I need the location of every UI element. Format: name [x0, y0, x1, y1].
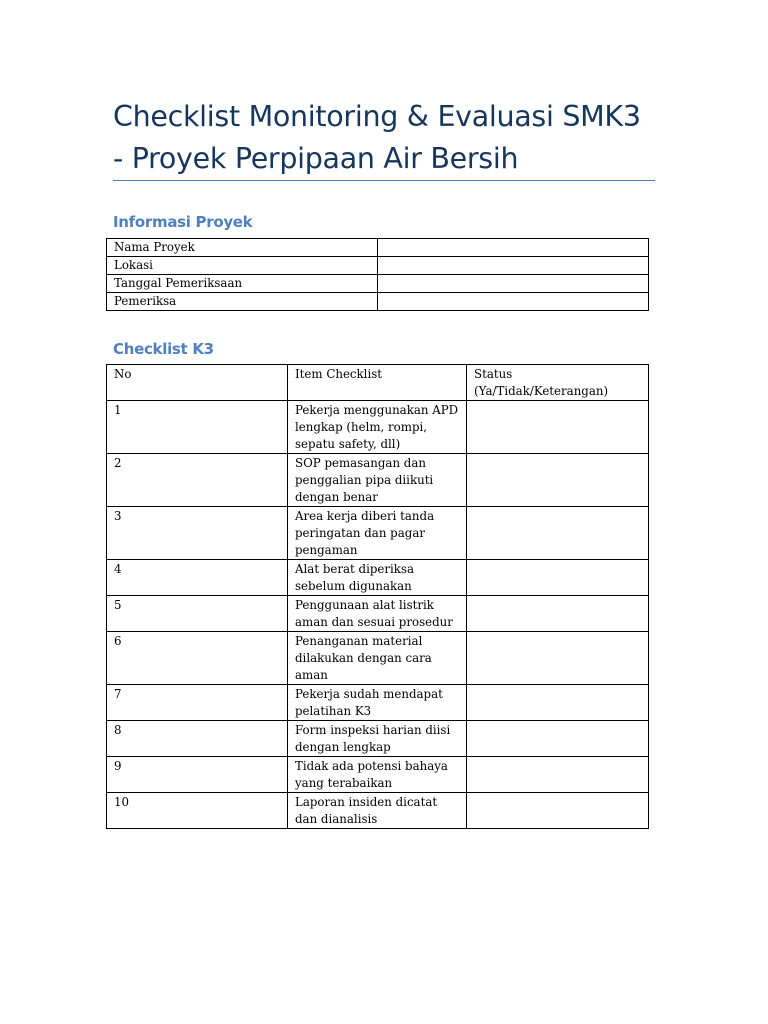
info-label: Lokasi	[107, 257, 378, 275]
checklist-table	[106, 364, 649, 829]
checklist-section-heading: Checklist K3	[113, 340, 214, 358]
status-cell[interactable]	[467, 793, 649, 829]
status-cell[interactable]	[467, 596, 649, 632]
table-row	[107, 293, 649, 311]
row-number: 4	[107, 560, 288, 596]
row-number: 6	[107, 632, 288, 685]
info-value-cell[interactable]	[378, 257, 649, 275]
row-number: 7	[107, 685, 288, 721]
status-cell[interactable]	[467, 632, 649, 685]
table-row	[107, 507, 649, 560]
checklist-item: Laporan insiden dicatat dan dianalisis	[288, 793, 467, 829]
table-row	[107, 685, 649, 721]
row-number: 5	[107, 596, 288, 632]
table-row	[107, 275, 649, 293]
checklist-item: Penggunaan alat listrik aman dan sesuai prosedur	[288, 596, 467, 632]
checklist-item: Penanganan material dilakukan dengan cara aman	[288, 632, 467, 685]
checklist-item: Form inspeksi harian diisi dengan lengkap	[288, 721, 467, 757]
table-row	[107, 721, 649, 757]
column-header-status: Status (Ya/Tidak/Keterangan)	[467, 365, 649, 401]
table-row	[107, 454, 649, 507]
document-title: Checklist Monitoring & Evaluasi SMK3 - Proyek Perpipaan Air Bersih	[113, 100, 641, 175]
row-number: 1	[107, 401, 288, 454]
row-number: 8	[107, 721, 288, 757]
info-section-heading: Informasi Proyek	[113, 213, 253, 231]
table-row	[107, 560, 649, 596]
checklist-item: Alat berat diperiksa sebelum digunakan	[288, 560, 467, 596]
checklist-item: Area kerja diberi tanda peringatan dan pagar pengaman	[288, 507, 467, 560]
table-row	[107, 257, 649, 275]
info-value-cell[interactable]	[378, 293, 649, 311]
status-cell[interactable]	[467, 757, 649, 793]
status-cell[interactable]	[467, 560, 649, 596]
status-cell[interactable]	[467, 507, 649, 560]
checklist-item: Pekerja menggunakan APD lengkap (helm, rompi, sepatu safety, dll)	[288, 401, 467, 454]
table-header-row	[107, 365, 649, 401]
row-number: 2	[107, 454, 288, 507]
status-cell[interactable]	[467, 454, 649, 507]
project-info-table	[106, 238, 649, 311]
table-row	[107, 239, 649, 257]
table-row	[107, 596, 649, 632]
status-cell[interactable]	[467, 401, 649, 454]
column-header-item: Item Checklist	[288, 365, 467, 401]
table-row	[107, 793, 649, 829]
title-underline	[113, 180, 655, 181]
column-header-no: No	[107, 365, 288, 401]
status-cell[interactable]	[467, 685, 649, 721]
row-number: 10	[107, 793, 288, 829]
row-number: 9	[107, 757, 288, 793]
table-row	[107, 757, 649, 793]
table-row	[107, 632, 649, 685]
info-value-cell[interactable]	[378, 239, 649, 257]
info-label: Nama Proyek	[107, 239, 378, 257]
info-value-cell[interactable]	[378, 275, 649, 293]
table-row	[107, 401, 649, 454]
info-label: Tanggal Pemeriksaan	[107, 275, 378, 293]
row-number: 3	[107, 507, 288, 560]
checklist-item: Pekerja sudah mendapat pelatihan K3	[288, 685, 467, 721]
info-label: Pemeriksa	[107, 293, 378, 311]
checklist-item: SOP pemasangan dan penggalian pipa diikuti dengan benar	[288, 454, 467, 507]
status-cell[interactable]	[467, 721, 649, 757]
checklist-item: Tidak ada potensi bahaya yang terabaikan	[288, 757, 467, 793]
